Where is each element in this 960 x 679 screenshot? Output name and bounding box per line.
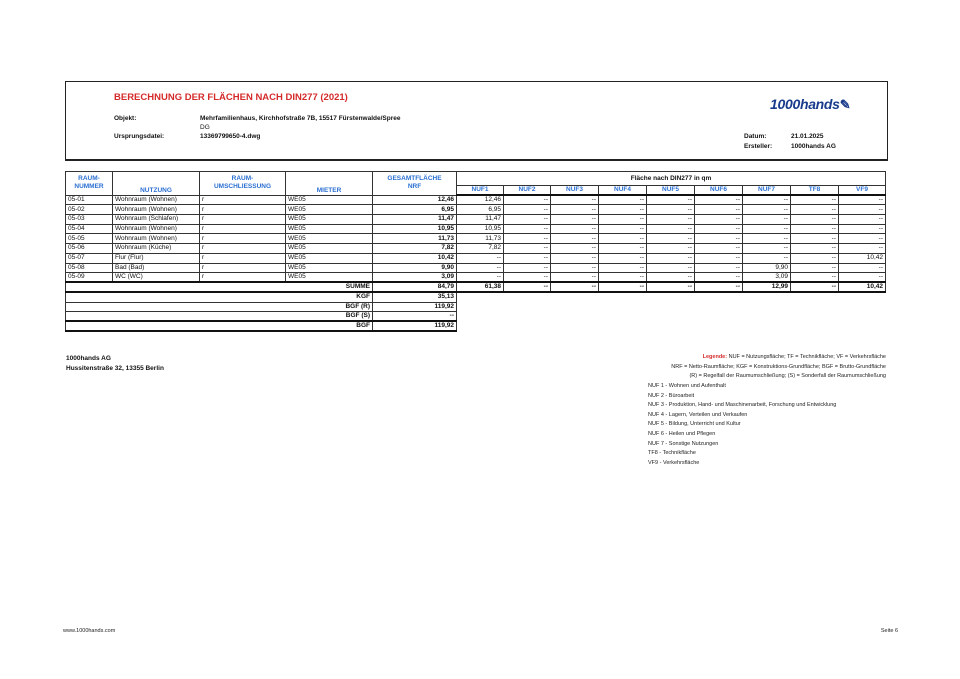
table-cell: --	[695, 215, 743, 225]
table-cell: 10,42	[373, 253, 457, 263]
table-cell: WE05	[286, 215, 373, 225]
table-cell: --	[839, 244, 886, 254]
table-cell: --	[647, 215, 695, 225]
table-cell: --	[839, 215, 886, 225]
table-cell: --	[647, 263, 695, 273]
table-cell: --	[457, 253, 504, 263]
table-row	[66, 234, 886, 244]
table-cell: 7,82	[457, 244, 504, 254]
header-nuf4: NUF4	[599, 186, 647, 196]
table-cell: --	[551, 224, 599, 234]
legend-items	[648, 382, 836, 468]
table-cell: 05-02	[66, 205, 113, 215]
ersteller-value: 1000hands AG	[791, 143, 836, 150]
document-title: BERECHNUNG DER FLÄCHEN NACH DIN277 (2021)	[114, 92, 348, 103]
total-row	[66, 312, 886, 322]
legend-item: TF8 - Technikfläche	[648, 450, 696, 457]
legend-item: NUF 2 - Büroarbeit	[648, 392, 695, 399]
total-label: BGF (R)	[66, 302, 373, 312]
table-cell: WE05	[286, 263, 373, 273]
table-cell: WE05	[286, 234, 373, 244]
table-cell: --	[791, 215, 839, 225]
table-cell: --	[743, 234, 791, 244]
total-value: 35,13	[373, 292, 457, 302]
total-value: 119,92	[373, 302, 457, 312]
table-cell: --	[839, 224, 886, 234]
table-cell: 05-01	[66, 195, 113, 205]
summe-label: SUMME	[66, 282, 373, 292]
company-logo: 1000hands✎	[770, 96, 851, 112]
empty-cell	[457, 321, 886, 331]
header-nuf7: NUF7	[743, 186, 791, 196]
table-cell: --	[551, 215, 599, 225]
table-cell: --	[647, 253, 695, 263]
summe-value: --	[791, 282, 839, 292]
total-row	[66, 321, 886, 331]
ursprung-label: Ursprungsdatei:	[114, 133, 165, 140]
objekt-value: Mehrfamilienhaus, Kirchhofstraße 7B, 15517 Fürstenwalde/Spree	[200, 115, 401, 122]
table-cell: --	[599, 263, 647, 273]
table-cell: WE05	[286, 195, 373, 205]
table-cell: Wohnraum (Wohnen)	[113, 234, 200, 244]
table-cell: --	[504, 244, 551, 254]
table-cell: --	[791, 205, 839, 215]
table-cell: --	[791, 263, 839, 273]
ursprung-value: 13369799650-4.dwg	[200, 133, 261, 140]
table-cell: --	[791, 195, 839, 205]
table-cell: r	[200, 205, 286, 215]
table-cell: --	[551, 263, 599, 273]
table-cell: --	[695, 195, 743, 205]
table-cell: --	[647, 273, 695, 283]
header-group: Fläche nach DIN277 in qm	[457, 172, 886, 186]
table-cell: --	[599, 253, 647, 263]
table-cell: --	[599, 195, 647, 205]
table-cell: 6,95	[457, 205, 504, 215]
table-cell: --	[551, 195, 599, 205]
table-cell: --	[504, 195, 551, 205]
table-cell: Wohnraum (Wohnen)	[113, 195, 200, 205]
company-name: 1000hands AG	[66, 355, 111, 362]
table-cell: 10,42	[839, 253, 886, 263]
legend-header	[671, 353, 886, 382]
table-cell: --	[695, 205, 743, 215]
table-cell: 6,95	[373, 205, 457, 215]
table-row	[66, 253, 886, 263]
footer-website: www.1000hands.com	[63, 628, 116, 634]
header-raum-nummer: RAUM- NUMMER	[66, 172, 113, 196]
table-cell: Wohnraum (Schlafen)	[113, 215, 200, 225]
table-cell: --	[743, 244, 791, 254]
table-cell: 10,95	[457, 224, 504, 234]
empty-cell	[457, 302, 886, 312]
table-cell: --	[743, 215, 791, 225]
legend-item: NUF 6 - Heilen und Pflegen	[648, 430, 716, 437]
table-cell: WE05	[286, 253, 373, 263]
table-cell: WE05	[286, 205, 373, 215]
table-row	[66, 273, 886, 283]
table-cell: r	[200, 215, 286, 225]
table-cell: 12,46	[457, 195, 504, 205]
table-cell: --	[599, 224, 647, 234]
table-cell: WC (WC)	[113, 273, 200, 283]
area-table	[65, 171, 886, 332]
table-cell: --	[504, 273, 551, 283]
table-cell: --	[504, 263, 551, 273]
total-row	[66, 292, 886, 302]
table-cell: 9,90	[743, 263, 791, 273]
table-cell: 11,47	[373, 215, 457, 225]
table-cell: Wohnraum (Küche)	[113, 244, 200, 254]
header-nuf2: NUF2	[504, 186, 551, 196]
header-gesamtflaeche: GESAMTFLÄCHE NRF	[373, 172, 457, 196]
table-cell: --	[647, 205, 695, 215]
table-cell: --	[743, 224, 791, 234]
table-cell: 05-05	[66, 234, 113, 244]
table-cell: Flur (Flur)	[113, 253, 200, 263]
table-row	[66, 215, 886, 225]
table-cell: --	[791, 244, 839, 254]
table-cell: --	[599, 215, 647, 225]
table-cell: 7,82	[373, 244, 457, 254]
total-label: BGF (S)	[66, 312, 373, 322]
table-cell: 11,73	[457, 234, 504, 244]
header-vf9: VF9	[839, 186, 886, 196]
table-cell: 10,95	[373, 224, 457, 234]
summe-value: 10,42	[839, 282, 886, 292]
table-cell: 05-07	[66, 253, 113, 263]
table-cell: --	[504, 215, 551, 225]
table-cell: --	[695, 263, 743, 273]
table-cell: --	[695, 273, 743, 283]
table-row	[66, 244, 886, 254]
table-cell: --	[791, 234, 839, 244]
table-row	[66, 263, 886, 273]
table-cell: --	[504, 224, 551, 234]
table-cell: --	[695, 244, 743, 254]
table-cell: WE05	[286, 273, 373, 283]
table-cell: r	[200, 224, 286, 234]
table-cell: --	[551, 253, 599, 263]
table-cell: --	[695, 253, 743, 263]
summe-value: 12,99	[743, 282, 791, 292]
table-cell: WE05	[286, 224, 373, 234]
table-cell: Wohnraum (Wohnen)	[113, 205, 200, 215]
header-nuf5: NUF5	[647, 186, 695, 196]
table-cell: --	[647, 244, 695, 254]
table-cell: --	[839, 273, 886, 283]
table-cell: --	[743, 205, 791, 215]
header-nuf6: NUF6	[695, 186, 743, 196]
table-cell: --	[551, 234, 599, 244]
table-cell: Bad (Bad)	[113, 263, 200, 273]
table-cell: 05-03	[66, 215, 113, 225]
objekt-label: Objekt:	[114, 115, 137, 122]
summe-row	[66, 282, 886, 292]
table-cell: --	[791, 273, 839, 283]
table-cell: --	[647, 195, 695, 205]
table-cell: --	[647, 234, 695, 244]
header-raum-umschliessung: RAUM- UMSCHLIESSUNG	[200, 172, 286, 196]
header-nutzung: NUTZUNG	[113, 172, 200, 196]
table-cell: 11,47	[457, 215, 504, 225]
total-value: --	[373, 312, 457, 322]
table-cell: r	[200, 244, 286, 254]
table-cell: --	[504, 253, 551, 263]
header-nuf1: NUF1	[457, 186, 504, 196]
legend-item: NUF 7 - Sonstige Nutzungen	[648, 440, 719, 447]
legend-item: NUF 3 - Produktion, Hand- und Maschinenarbeit, Forschung und Entwicklung	[648, 402, 837, 409]
table-cell: --	[599, 205, 647, 215]
table-cell: 05-08	[66, 263, 113, 273]
table-cell: --	[839, 195, 886, 205]
table-cell: 12,46	[373, 195, 457, 205]
table-cell: --	[551, 244, 599, 254]
table-cell: --	[743, 195, 791, 205]
table-cell: --	[504, 234, 551, 244]
legend-line-2: NRF = Netto-Raumfläche; KGF = Konstruktions-Grundfläche; BGF = Brutto-Grundfläche	[671, 363, 886, 370]
table-cell: 05-04	[66, 224, 113, 234]
table-cell: r	[200, 263, 286, 273]
company-address: Hussitenstraße 32, 13355 Berlin	[66, 365, 164, 372]
table-cell: --	[647, 224, 695, 234]
legend-line-1: NUF = Nutzungsfläche; TF = Technikfläche; VF = Verkehrsfläche	[728, 354, 886, 360]
header-mieter: MIETER	[286, 172, 373, 196]
total-row	[66, 302, 886, 312]
empty-cell	[457, 292, 886, 302]
legend-item: NUF 1 - Wohnen und Aufenthalt	[648, 383, 726, 389]
header-nuf3: NUF3	[551, 186, 599, 196]
table-cell: 3,09	[743, 273, 791, 283]
table-cell: 05-09	[66, 273, 113, 283]
table-cell: WE05	[286, 244, 373, 254]
table-cell: --	[839, 205, 886, 215]
legend-item: NUF 5 - Bildung, Unterricht und Kultur	[648, 421, 741, 428]
table-cell: 11,73	[373, 234, 457, 244]
datum-label: Datum:	[744, 133, 767, 140]
table-cell: --	[791, 253, 839, 263]
table-cell: --	[599, 244, 647, 254]
summe-value: --	[551, 282, 599, 292]
table-cell: --	[599, 234, 647, 244]
summe-value: 61,38	[457, 282, 504, 292]
ersteller-label: Ersteller:	[744, 143, 773, 150]
table-cell: --	[457, 263, 504, 273]
table-cell: --	[743, 253, 791, 263]
total-value: 119,92	[373, 321, 457, 331]
table-cell: --	[504, 205, 551, 215]
summe-value: 84,79	[373, 282, 457, 292]
floor-value: DG	[200, 124, 210, 131]
table-cell: --	[551, 205, 599, 215]
datum-value: 21.01.2025	[791, 133, 824, 140]
table-row	[66, 224, 886, 234]
summe-value: --	[647, 282, 695, 292]
table-cell: 9,90	[373, 263, 457, 273]
legend-item: VF9 - Verkehrsfläche	[648, 459, 700, 466]
table-cell: r	[200, 273, 286, 283]
table-row	[66, 205, 886, 215]
table-cell: 3,09	[373, 273, 457, 283]
table-cell: --	[839, 263, 886, 273]
table-cell: --	[551, 273, 599, 283]
summe-value: --	[599, 282, 647, 292]
table-cell: --	[791, 224, 839, 234]
summe-value: --	[695, 282, 743, 292]
header-tf8: TF8	[791, 186, 839, 196]
total-label: KGF	[66, 292, 373, 302]
table-cell: Wohnraum (Wohnen)	[113, 224, 200, 234]
legend-line-3: (R) = Regelfall der Raumumschließung; (S) = Sonderfall der Raumumschließung	[689, 373, 886, 380]
footer-page: Seite 6	[880, 628, 898, 634]
table-cell: --	[457, 273, 504, 283]
table-row	[66, 195, 886, 205]
summe-value: --	[504, 282, 551, 292]
table-cell: r	[200, 234, 286, 244]
table-cell: --	[695, 224, 743, 234]
legend-item: NUF 4 - Lagern, Verteilen und Verkaufen	[648, 411, 748, 418]
empty-cell	[457, 312, 886, 322]
table-cell: --	[695, 234, 743, 244]
table-cell: 05-06	[66, 244, 113, 254]
legend-title: Legende:	[702, 354, 728, 360]
table-cell: --	[839, 234, 886, 244]
table-cell: r	[200, 253, 286, 263]
table-cell: --	[599, 273, 647, 283]
table-cell: r	[200, 195, 286, 205]
total-label: BGF	[66, 321, 373, 331]
